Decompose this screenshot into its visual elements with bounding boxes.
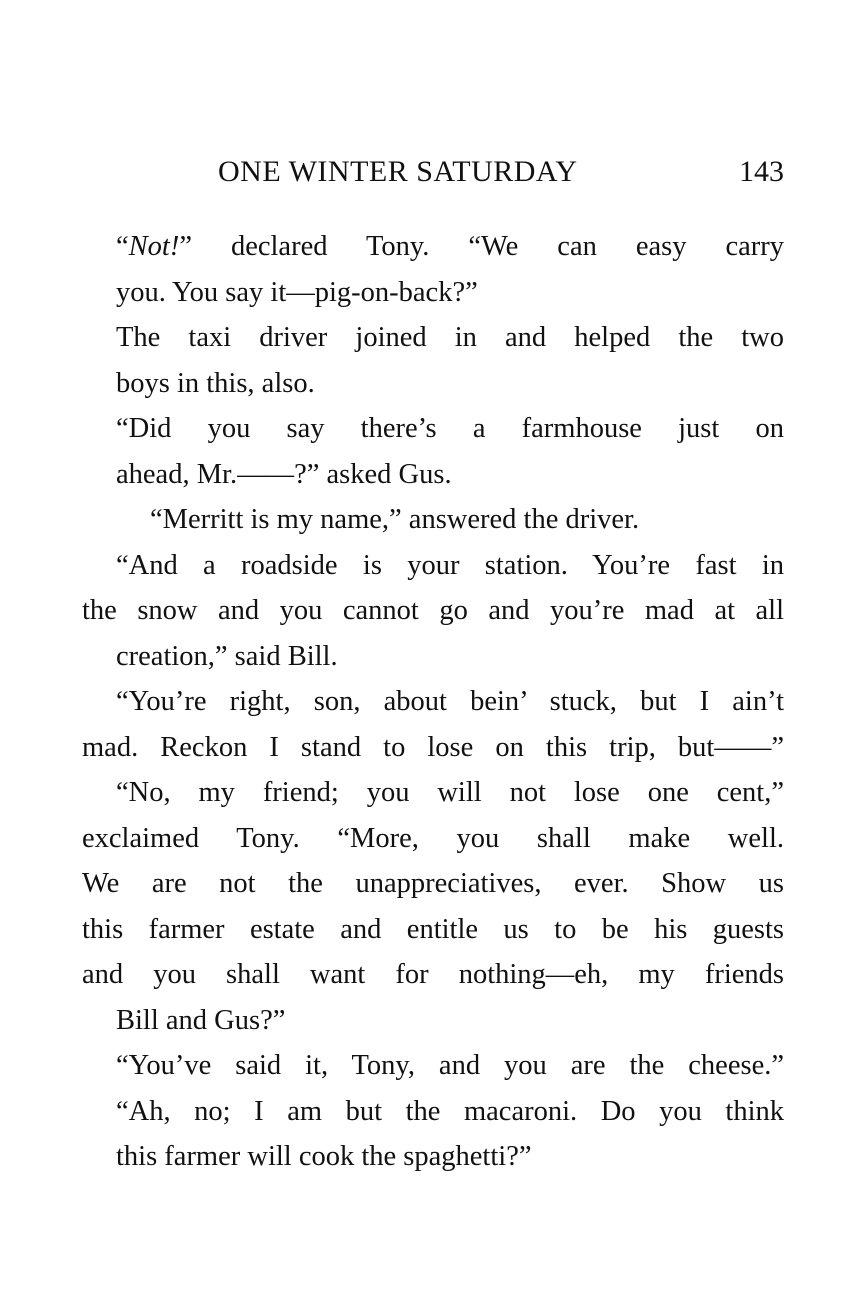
- running-title: ONE WINTER SATURDAY: [218, 155, 578, 188]
- paragraph: [82, 770, 784, 1043]
- paragraph: [82, 406, 784, 497]
- paragraph: [82, 1043, 784, 1089]
- paragraph: [82, 1089, 784, 1180]
- text-line: “Merritt is my name,” answered the driver.: [150, 504, 640, 535]
- text-line: boys in this, also.: [116, 367, 315, 399]
- text-line: We are not the unappreciatives, ever. Show us: [82, 868, 784, 899]
- text-line: and you shall want for nothing—eh, my friends: [82, 959, 784, 990]
- text-line: Bill and Gus?”: [116, 1004, 286, 1036]
- body-text: [82, 224, 784, 1180]
- paragraph: [82, 315, 784, 406]
- text-line: “No, my friend; you will not lose one cent,”: [116, 777, 784, 808]
- page-number: 143: [739, 155, 784, 188]
- text-line: this farmer estate and entitle us to be his guests: [82, 913, 784, 945]
- text-line: “Did you say there’s a farmhouse just on: [116, 413, 784, 444]
- quote-mark: “: [116, 231, 129, 262]
- paragraph: [82, 543, 784, 680]
- paragraph: [82, 497, 784, 543]
- paragraph: [82, 224, 784, 315]
- text-line: ahead, Mr.——?” asked Gus.: [116, 458, 452, 490]
- emphasis: Not!: [128, 231, 180, 262]
- text-line: [82, 224, 784, 270]
- text-line: “You’ve said it, Tony, and you are the cheese.”: [116, 1050, 784, 1081]
- text-line: The taxi driver joined in and helped the two: [116, 322, 784, 353]
- text-line: mad. Reckon I stand to lose on this trip, but——”: [82, 731, 784, 763]
- text-line: exclaimed Tony. “More, you shall make well.: [82, 822, 784, 854]
- text-line: you. You say it—pig-on-back?”: [116, 276, 478, 308]
- text-span: ” declared Tony. “We can easy carry: [179, 231, 784, 262]
- text-line: “You’re right, son, about bein’ stuck, but I ain’t: [116, 686, 784, 717]
- paragraph: [82, 679, 784, 770]
- running-head: [82, 152, 784, 192]
- text-line: “Ah, no; I am but the macaroni. Do you think: [116, 1095, 784, 1127]
- text-line: this farmer will cook the spaghetti?”: [116, 1141, 532, 1172]
- text-line: creation,” said Bill.: [116, 640, 338, 672]
- text-line: “And a roadside is your station. You’re fast in: [116, 549, 784, 581]
- text-line: the snow and you cannot go and you’re mad at all: [82, 595, 784, 626]
